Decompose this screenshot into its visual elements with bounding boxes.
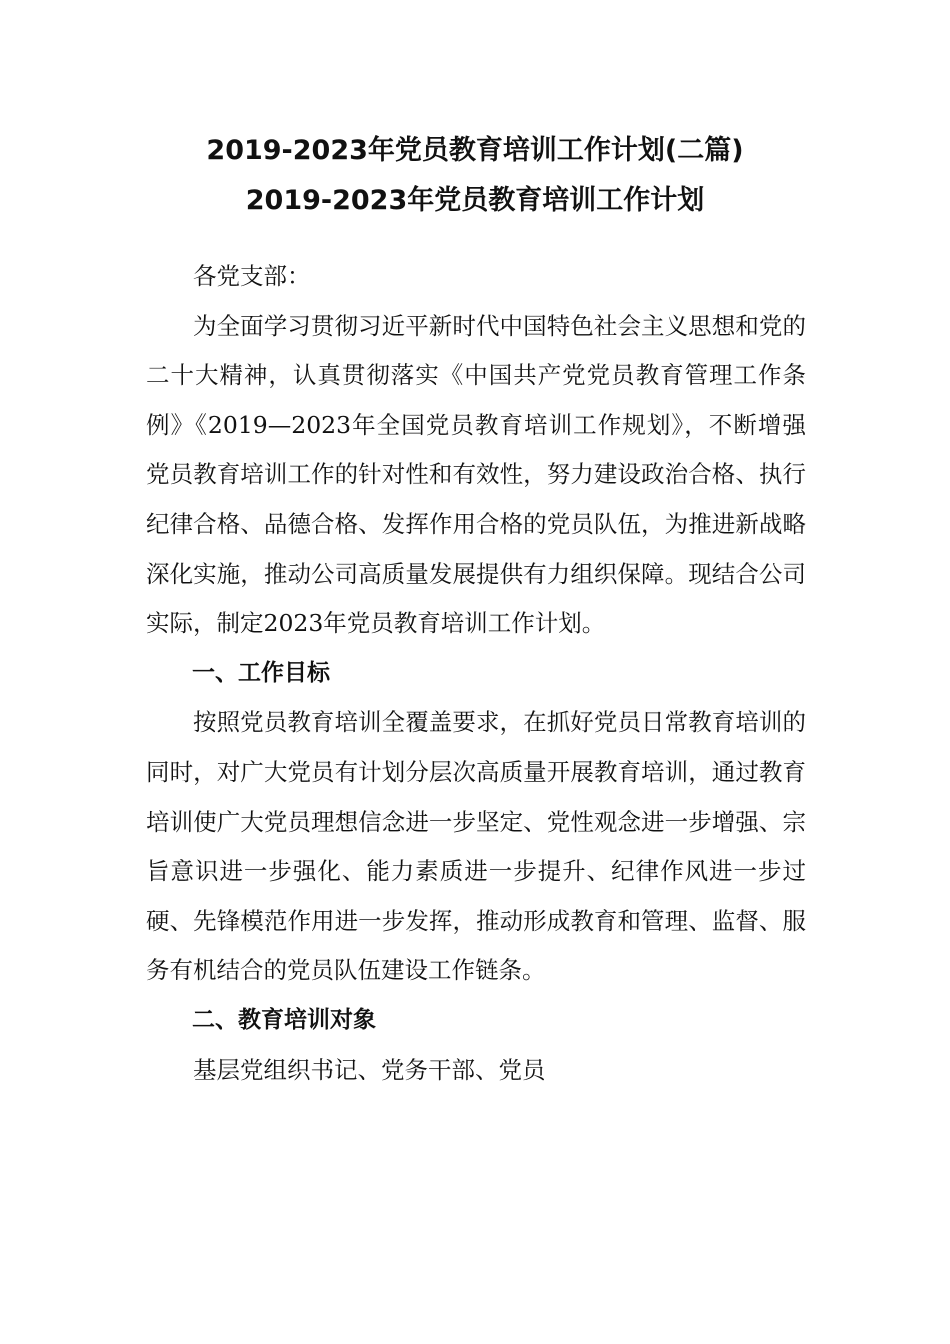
work-goals-paragraph: 按照党员教育培训全覆盖要求，在抓好党员日常教育培训的同时，对广大党员有计划分层次高质量开展教育培训，通过教育培训使广大党员理想信念进一步坚定、党性观念进一步增强、宗旨意识进一步强化、能力素质进一步提升、纪律作风进一步过硬、先锋模范作用进一步发挥，推动形成教育和管理、监督、服务有机结合的党员队伍建设工作链条。 [146, 708, 806, 985]
document-title: 2019-2023年党员教育培训工作计划(二篇) [206, 135, 744, 166]
training-targets-paragraph: 基层党组织书记、党务干部、党员 [193, 1055, 546, 1084]
document-body [146, 252, 806, 1095]
intro-paragraph: 为全面学习贯彻习近平新时代中国特色社会主义思想和党的二十大精神，认真贯彻落实《中国共产党党员教育管理工作条例》《2019—2023年全国党员教育培训工作规划》，不断增强党员教育培训工作的针对性和有效性，努力建设政治合格、执行纪律合格、品德合格、发挥作用合格的党员队伍，为推进新战略深化实施，推动公司高质量发展提供有力组织保障。现结合公司实际，制定2023年党员教育培训工作计划。 [146, 311, 806, 638]
section-heading-work-goals: 一、工作目标 [192, 659, 330, 686]
salutation: 各党支部： [193, 262, 311, 290]
document-subtitle: 2019-2023年党员教育培训工作计划 [245, 185, 705, 216]
section-heading-training-targets: 二、教育培训对象 [192, 1006, 376, 1033]
